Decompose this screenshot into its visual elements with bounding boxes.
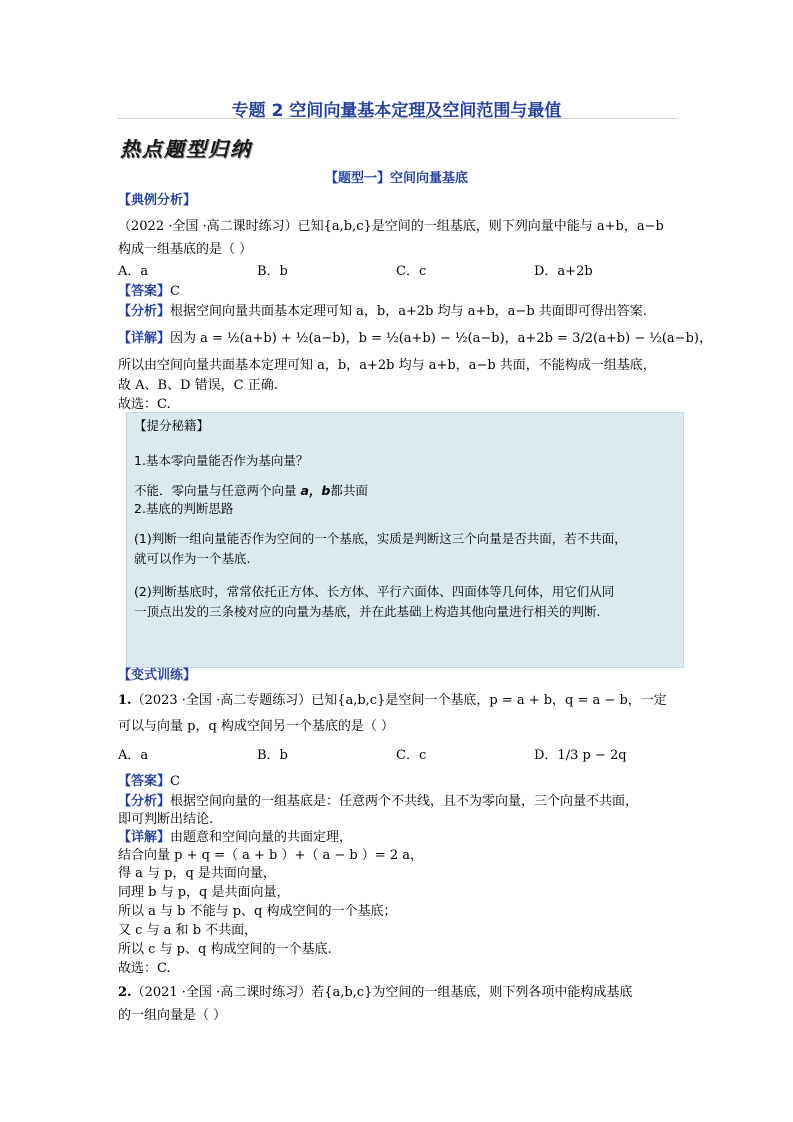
training-q1-option-d: D．1/3 p − 2q: [534, 748, 627, 763]
training-q1-text1: （2023 ·全国 ·高二专题练习）已知{a,b,c}是空间一个基底，p = a + b，q = a − b，一定: [131, 693, 667, 708]
training-q2-line1: [118, 984, 632, 1002]
example-detail-tag: 【详解】: [118, 331, 171, 346]
training-q1-detail-tag: 【详解】: [118, 830, 171, 845]
tips-p1-line2: 就可以作为一个基底.: [134, 551, 251, 566]
tips-p1-line1: (1)判断一组向量能否作为空间的一个基底，实质是判断这三个向量是否共面，若不共面，: [134, 531, 627, 546]
header-divider: [118, 118, 678, 119]
tips-q1: 1.基本零向量能否作为基向量？: [134, 453, 309, 468]
training-q1-answer: [118, 773, 180, 791]
training-q1-line2: 可以与向量 p，q 构成空间另一个基底的是（ ）: [118, 719, 395, 734]
training-q2-line2: 的一组向量是（ ）: [118, 1008, 227, 1023]
tips-title: 【提分秘籍】: [134, 418, 210, 433]
training-q1-detail-line3: 得 a 与 p，q 是共面向量，: [118, 866, 276, 881]
example-tag: [118, 192, 196, 210]
training-q2-text1: （2021 ·全国 ·高二课时练习）若{a,b,c}为空间的一组基底，则下列各项中能构成基底: [131, 985, 633, 1000]
example-question-line2: 构成一组基底的是（ ）: [118, 242, 253, 257]
training-q1-detail-text1: 由题意和空间向量的共面定理，: [170, 830, 353, 845]
example-analysis: [118, 303, 647, 321]
example-analysis-text: 根据空间向量共面基本定理可知 a，b，a+2b 均与 a+b，a−b 共面即可得出答案.: [170, 304, 647, 319]
training-q1-answer-tag: 【答案】: [118, 774, 171, 789]
example-analysis-tag: 【分析】: [118, 304, 171, 319]
example-answer-tag: 【答案】: [118, 284, 171, 299]
example-conclusion: 故选：C.: [118, 397, 171, 412]
training-q1-analysis-line2: 即可判断出结论.: [118, 812, 214, 827]
example-detail-line1: [118, 330, 712, 348]
training-q1-detail-line6: 又 c 与 a 和 b 不共面，: [118, 923, 258, 938]
tips-p2-line1: (2)判断基底时，常常依托正方体、长方体、平行六面体、四面体等几何体，用它们从同: [134, 584, 615, 599]
example-option-c: C．c: [396, 264, 427, 279]
example-detail-line2: 所以由空间向量共面基本定理可知 a，b，a+2b 均与 a+b，a−b 共面，不能构成一组基底，: [118, 358, 656, 373]
tips-a1: [134, 482, 368, 500]
question-type-title: 【题型一】空间向量基底: [324, 171, 468, 186]
training-q1-analysis-line1: [118, 793, 638, 811]
training-tag-label: 【变式训练】: [118, 668, 197, 683]
example-detail-line3: 故 A、B、D 错误，C 正确.: [118, 378, 278, 393]
example-answer-value: C: [170, 284, 180, 299]
training-q1-number: 1.: [118, 693, 132, 708]
example-option-a: A．a: [118, 264, 149, 279]
tips-a1-vars: a，b: [300, 483, 331, 498]
example-option-b: B．b: [257, 264, 288, 279]
training-q1-detail-line2: 结合向量 p + q =（ a + b ）+（ a − b ）= 2 a，: [118, 848, 424, 863]
training-q2-number: 2.: [118, 985, 132, 1000]
tips-a1-suffix: 都共面: [330, 483, 368, 498]
tips-a1-prefix: 不能．零向量与任意两个向量: [134, 483, 297, 498]
tips-p2-line2: 一顶点出发的三条棱对应的向量为基底，并在此基础上构造其他向量进行相关的判断.: [134, 604, 601, 619]
training-q1-answer-value: C: [170, 774, 180, 789]
example-answer: [118, 283, 180, 301]
training-q1-option-b: B．b: [257, 748, 288, 763]
example-option-d: D．a+2b: [534, 264, 593, 279]
training-tag: [118, 667, 196, 685]
training-q1-detail-line7: 所以 c 与 p、q 构成空间的一个基底.: [118, 942, 332, 957]
example-question-line1: （2022 ·全国 ·高二课时练习）已知{a,b,c}是空间的一组基底，则下列向量中能与 a+b，a−b: [118, 219, 664, 234]
training-q1-detail-line1: [118, 829, 352, 847]
training-q1-option-c: C．c: [396, 748, 427, 763]
section-banner: 热点题型归纳: [120, 137, 252, 161]
training-q1-line1: [118, 692, 667, 710]
tips-q2: 2.基底的判断思路: [134, 501, 234, 516]
example-detail-text1: 因为 a = ½(a+b) + ½(a−b)，b = ½(a+b) − ½(a−b)，a+2b = 3/2(a+b) − ½(a−b)，: [170, 331, 712, 346]
example-tag-label: 【典例分析】: [118, 193, 197, 208]
document-title: 专题 2 空间向量基本定理及空间范围与最值: [231, 101, 562, 121]
training-q1-option-a: A．a: [118, 748, 149, 763]
training-q1-detail-line4: 同理 b 与 p，q 是共面向量，: [118, 885, 290, 900]
training-q1-detail-line5: 所以 a 与 b 不能与 p、q 构成空间的一个基底；: [118, 904, 397, 919]
training-q1-conclusion: 故选：C.: [118, 961, 171, 976]
training-q1-analysis-text1: 根据空间向量的一组基底是：任意两个不共线，且不为零向量，三个向量不共面，: [170, 794, 639, 809]
training-q1-analysis-tag: 【分析】: [118, 794, 171, 809]
